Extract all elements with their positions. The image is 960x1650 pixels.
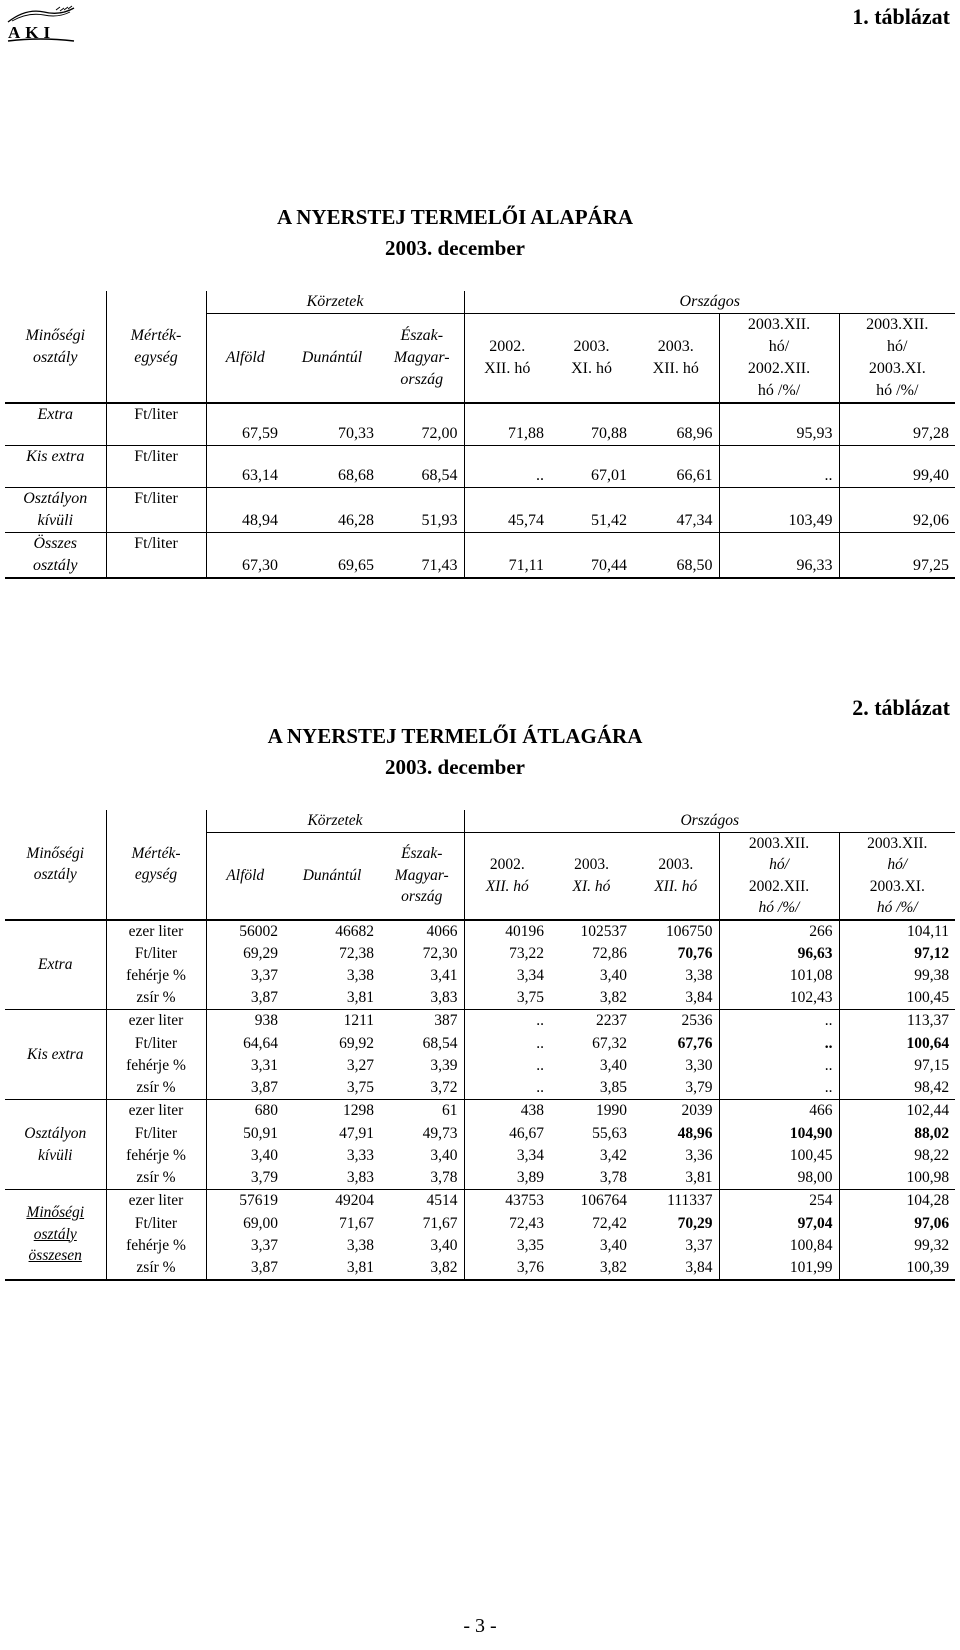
value-cell: 68,54 [380, 445, 464, 487]
table-row [5, 1122, 955, 1145]
row-label: Osztályon kívüli [5, 487, 106, 532]
orszagos-header: Országos [464, 291, 955, 314]
unit-cell: Ft/liter [106, 487, 206, 532]
value-cell: 3,41 [380, 965, 464, 988]
value-cell: 97,12 [914, 944, 950, 962]
value-cell: 64,64 [243, 1034, 278, 1052]
value-cell: 3,78 [599, 1169, 627, 1187]
title-subline: 2003. december [385, 236, 525, 260]
value-cell: 3,40 [380, 1145, 464, 1168]
value-cell: 99,38 [914, 967, 950, 984]
value-cell: 95,93 [719, 403, 839, 445]
value-cell: 88,02 [914, 1124, 950, 1142]
row-label: Összes osztály [5, 532, 106, 578]
value-cell: 3,72 [380, 1077, 464, 1100]
table-row [5, 1257, 955, 1280]
value-cell: 98,00 [719, 1167, 839, 1190]
orszagos-header: Országos [464, 810, 955, 832]
value-cell: .. [719, 1077, 839, 1100]
table-row [5, 1077, 955, 1100]
p2003xi-header: 2003. XI. hó [571, 338, 612, 377]
index-dec-nov-header: 2003.XII. hó/ 2003.XI. hó /%/ [866, 316, 929, 399]
value-cell: 3,76 [516, 1259, 544, 1276]
value-cell: 67,59 [242, 424, 278, 442]
value-cell: 97,04 [719, 1212, 839, 1235]
value-cell: 106764 [580, 1192, 627, 1210]
value-cell: .. [536, 1079, 544, 1097]
value-cell: 67,76 [633, 1032, 719, 1055]
unit-cell: fehérje % [106, 1235, 206, 1258]
value-cell: 3,81 [346, 1259, 374, 1276]
value-cell: 102537 [580, 922, 627, 940]
table-row [5, 445, 955, 487]
value-cell: .. [719, 1010, 839, 1033]
unit-cell: zsír % [106, 987, 206, 1010]
value-cell: 3,40 [599, 1237, 627, 1254]
table-title [230, 202, 680, 264]
value-cell: 43753 [505, 1192, 544, 1210]
value-cell: 102,43 [719, 987, 839, 1010]
value-cell: 3,37 [250, 1237, 278, 1254]
value-cell: 56002 [239, 922, 278, 940]
value-cell: 466 [719, 1100, 839, 1123]
row-label: Extra [5, 403, 106, 445]
value-cell: 3,87 [250, 1079, 278, 1097]
value-cell: 70,29 [633, 1212, 719, 1235]
value-cell: 3,38 [346, 967, 374, 984]
alfold-header: Alföld [226, 866, 265, 884]
value-cell: 1298 [343, 1102, 374, 1120]
unit-header: Mérték- egység [106, 291, 206, 403]
value-cell: 1990 [596, 1102, 627, 1120]
value-cell: 100,64 [906, 1034, 950, 1052]
table-row [5, 487, 955, 532]
value-cell: 3,82 [380, 1257, 464, 1280]
value-cell: .. [536, 1057, 544, 1074]
value-cell: 72,86 [592, 944, 627, 962]
value-cell: 3,40 [599, 1057, 627, 1074]
value-cell: .. [719, 1055, 839, 1078]
table-number: 1. táblázat [852, 4, 950, 29]
value-cell: 102,44 [906, 1102, 950, 1120]
value-cell: 51,93 [380, 487, 464, 532]
value-cell: 100,45 [906, 989, 950, 1007]
value-cell: 3,36 [633, 1145, 719, 1168]
value-cell: 96,63 [719, 942, 839, 965]
value-cell: 3,27 [346, 1057, 374, 1074]
row-label: Kis extra [5, 445, 106, 487]
value-cell: 48,96 [633, 1122, 719, 1145]
value-cell: 101,99 [719, 1257, 839, 1280]
value-cell: 97,15 [914, 1057, 950, 1074]
value-cell: 101,08 [719, 965, 839, 988]
value-cell: 3,35 [516, 1237, 544, 1254]
value-cell: 103,49 [719, 487, 839, 532]
value-cell: 3,40 [599, 967, 627, 984]
value-cell: 68,54 [380, 1032, 464, 1055]
value-cell: 3,31 [250, 1057, 278, 1074]
value-cell: 51,42 [591, 511, 628, 529]
value-cell: 72,30 [380, 942, 464, 965]
unit-cell: zsír % [106, 1257, 206, 1280]
value-cell: 67,32 [592, 1034, 627, 1052]
value-cell: 47,34 [633, 487, 719, 532]
value-cell: 3,84 [633, 987, 719, 1010]
value-cell: 111337 [633, 1190, 719, 1213]
value-cell: 46682 [335, 922, 374, 940]
value-cell: 68,68 [338, 466, 374, 484]
value-cell: 73,22 [509, 944, 544, 962]
value-cell: 70,44 [591, 556, 628, 574]
table-row [5, 1167, 955, 1190]
value-cell: 71,88 [508, 424, 545, 442]
value-cell: 96,33 [719, 532, 839, 578]
value-cell: 3,83 [380, 987, 464, 1010]
unit-cell: fehérje % [106, 965, 206, 988]
value-cell: 71,43 [380, 532, 464, 578]
value-cell: 2039 [633, 1100, 719, 1123]
unit-cell: Ft/liter [106, 1212, 206, 1235]
title-line: A NYERSTEJ TERMELŐI ÁTLAGÁRA [267, 724, 643, 748]
value-cell: 100,39 [906, 1259, 950, 1276]
value-cell: 69,29 [243, 944, 278, 962]
value-cell: 100,45 [719, 1145, 839, 1168]
group-label: Osztályon kívüli [5, 1100, 106, 1190]
value-cell: 3,84 [633, 1257, 719, 1280]
eszak-header: Észak- Magyar- ország [380, 832, 464, 920]
value-cell: 104,90 [719, 1122, 839, 1145]
index-dec-dec-header: 2003.XII. hó/ 2002.XII. hó /%/ [719, 314, 839, 404]
table-number: 2. táblázat [852, 695, 950, 720]
table-row [5, 987, 955, 1010]
table-row [5, 1145, 955, 1168]
value-cell: 4066 [380, 920, 464, 943]
table-row [5, 1100, 955, 1123]
value-cell: 100,84 [719, 1235, 839, 1258]
korzetek-header: Körzetek [206, 810, 464, 832]
table-row [5, 1235, 955, 1258]
table-row [5, 532, 955, 578]
value-cell: 3,40 [380, 1235, 464, 1258]
value-cell: 72,43 [509, 1214, 544, 1232]
value-cell: 72,42 [592, 1214, 627, 1232]
value-cell: 99,32 [914, 1237, 950, 1254]
unit-cell: Ft/liter [106, 1032, 206, 1055]
value-cell: 3,37 [250, 967, 278, 984]
p2003xii-header: 2003. XII. hó [633, 832, 719, 920]
unit-cell: ezer liter [106, 1100, 206, 1123]
unit-cell: ezer liter [106, 920, 206, 943]
value-cell: 680 [254, 1102, 278, 1120]
value-cell: 3,81 [346, 989, 374, 1007]
alfold-header: Alföld [225, 349, 265, 366]
value-cell: 67,01 [591, 466, 628, 484]
p2002xii-header: 2002. XII. hó [485, 856, 529, 895]
table-row [5, 403, 955, 445]
unit-cell: Ft/liter [106, 445, 206, 487]
value-cell: 438 [520, 1102, 544, 1120]
table-row [5, 965, 955, 988]
index-dec-dec-header: 2003.XII. hó/ 2002.XII. hó /%/ [719, 832, 839, 920]
index-dec-nov-header: 2003.XII. hó/ 2003.XI. hó /%/ [867, 834, 928, 916]
value-cell: 3,30 [633, 1055, 719, 1078]
unit-cell: zsír % [106, 1077, 206, 1100]
value-cell: 61 [380, 1100, 464, 1123]
value-cell: 3,37 [633, 1235, 719, 1258]
price-table-2 [5, 810, 955, 1281]
value-cell: 55,63 [592, 1124, 627, 1142]
value-cell: 3,40 [250, 1147, 278, 1164]
value-cell: 69,92 [339, 1034, 374, 1052]
unit-cell: fehérje % [106, 1145, 206, 1168]
eszak-header: Észak- Magyar- ország [380, 314, 464, 404]
value-cell: 46,67 [509, 1124, 544, 1142]
quality-header: Minőségi osztály [5, 291, 106, 403]
value-cell: 3,78 [380, 1167, 464, 1190]
value-cell: 266 [719, 920, 839, 943]
table-row [5, 942, 955, 965]
value-cell: 99,40 [913, 466, 950, 484]
value-cell: 3,82 [599, 989, 627, 1007]
value-cell: 72,00 [380, 403, 464, 445]
value-cell: 47,91 [339, 1124, 374, 1142]
value-cell: 113,37 [907, 1012, 950, 1030]
aki-logo [4, 4, 78, 44]
value-cell: 71,11 [508, 556, 545, 574]
table-row [5, 1010, 955, 1033]
value-cell: 3,42 [599, 1147, 627, 1164]
value-cell: 3,83 [346, 1169, 374, 1187]
value-cell: 1211 [343, 1012, 374, 1030]
value-cell: 50,91 [243, 1124, 278, 1142]
value-cell: .. [719, 445, 839, 487]
page-number: - 3 - [463, 1615, 497, 1637]
value-cell: 97,25 [913, 556, 950, 574]
table-title [230, 721, 680, 783]
p2003xi-header: 2003. XI. hó [572, 856, 611, 895]
value-cell: 2237 [596, 1012, 627, 1030]
value-cell: 4514 [380, 1190, 464, 1213]
value-cell: 3,89 [516, 1169, 544, 1187]
quality-header: Minőségi osztály [5, 810, 106, 920]
value-cell: 49204 [335, 1192, 374, 1210]
unit-cell: ezer liter [106, 1190, 206, 1213]
value-cell: 2536 [633, 1010, 719, 1033]
value-cell: 92,06 [913, 511, 950, 529]
value-cell: 98,42 [914, 1079, 950, 1097]
value-cell: .. [536, 1034, 544, 1052]
value-cell: 3,81 [633, 1167, 719, 1190]
value-cell: 3,75 [516, 989, 544, 1007]
value-cell: .. [536, 466, 545, 484]
value-cell: 49,73 [380, 1122, 464, 1145]
value-cell: .. [536, 1012, 544, 1030]
price-table-1 [5, 291, 955, 579]
value-cell: 3,34 [516, 967, 544, 984]
value-cell: 68,50 [633, 532, 719, 578]
group-label: Extra [5, 920, 106, 1010]
value-cell: 72,38 [339, 944, 374, 962]
logo-text: AKI [8, 23, 56, 42]
table-row [5, 1190, 955, 1213]
value-cell: 387 [380, 1010, 464, 1033]
table-row [5, 920, 955, 943]
value-cell: 3,79 [633, 1077, 719, 1100]
value-cell: 68,96 [633, 403, 719, 445]
value-cell: 97,06 [914, 1214, 950, 1232]
p2002xii-header: 2002. XII. hó [484, 338, 531, 377]
value-cell: 71,67 [380, 1212, 464, 1235]
unit-header: Mérték- egység [106, 810, 206, 920]
value-cell: 48,94 [242, 511, 278, 529]
value-cell: 3,87 [250, 1259, 278, 1276]
value-cell: 70,88 [591, 424, 628, 442]
value-cell: 70,76 [633, 942, 719, 965]
value-cell: 100,98 [906, 1169, 950, 1187]
value-cell: 71,67 [339, 1214, 374, 1232]
value-cell: 3,39 [380, 1055, 464, 1078]
value-cell: 57619 [239, 1192, 278, 1210]
value-cell: 104,11 [907, 922, 950, 940]
value-cell: 69,00 [243, 1214, 278, 1232]
value-cell: 70,33 [338, 424, 374, 442]
value-cell: 3,34 [516, 1147, 544, 1164]
value-cell: 3,82 [599, 1259, 627, 1276]
value-cell: 97,28 [913, 424, 950, 442]
value-cell: .. [719, 1032, 839, 1055]
value-cell: 46,28 [338, 511, 374, 529]
value-cell: 938 [254, 1012, 278, 1030]
value-cell: 63,14 [242, 466, 278, 484]
value-cell: 104,28 [906, 1192, 950, 1210]
value-cell: 3,38 [346, 1237, 374, 1254]
table-row [5, 1212, 955, 1235]
korzetek-header: Körzetek [206, 291, 464, 314]
unit-cell: Ft/liter [106, 1122, 206, 1145]
title-line: A NYERSTEJ TERMELŐI ALAPÁRA [276, 205, 634, 229]
value-cell: 40196 [505, 922, 544, 940]
dunantul-header: Dunántúl [301, 349, 363, 366]
value-cell: 254 [719, 1190, 839, 1213]
value-cell: 66,61 [633, 445, 719, 487]
value-cell: 3,33 [346, 1147, 374, 1164]
unit-cell: Ft/liter [106, 532, 206, 578]
value-cell: 69,65 [338, 556, 374, 574]
unit-cell: Ft/liter [106, 403, 206, 445]
title-subline: 2003. december [385, 755, 525, 779]
value-cell: 45,74 [508, 511, 545, 529]
group-label: Kis extra [5, 1010, 106, 1100]
value-cell: 67,30 [242, 556, 278, 574]
group-label: Minőségi osztály összesen [5, 1190, 106, 1280]
value-cell: 106750 [633, 920, 719, 943]
value-cell: 98,22 [914, 1147, 950, 1164]
value-cell: 3,38 [633, 965, 719, 988]
unit-cell: Ft/liter [106, 942, 206, 965]
unit-cell: zsír % [106, 1167, 206, 1190]
value-cell: 3,87 [250, 989, 278, 1007]
table-row [5, 1055, 955, 1078]
table-row [5, 1032, 955, 1055]
value-cell: 3,75 [346, 1079, 374, 1097]
dunantul-header: Dunántúl [302, 866, 362, 884]
value-cell: 3,79 [250, 1169, 278, 1187]
unit-cell: ezer liter [106, 1010, 206, 1033]
unit-cell: fehérje % [106, 1055, 206, 1078]
value-cell: 3,85 [599, 1079, 627, 1097]
p2003xii-header: 2003. XII. hó [633, 314, 719, 404]
